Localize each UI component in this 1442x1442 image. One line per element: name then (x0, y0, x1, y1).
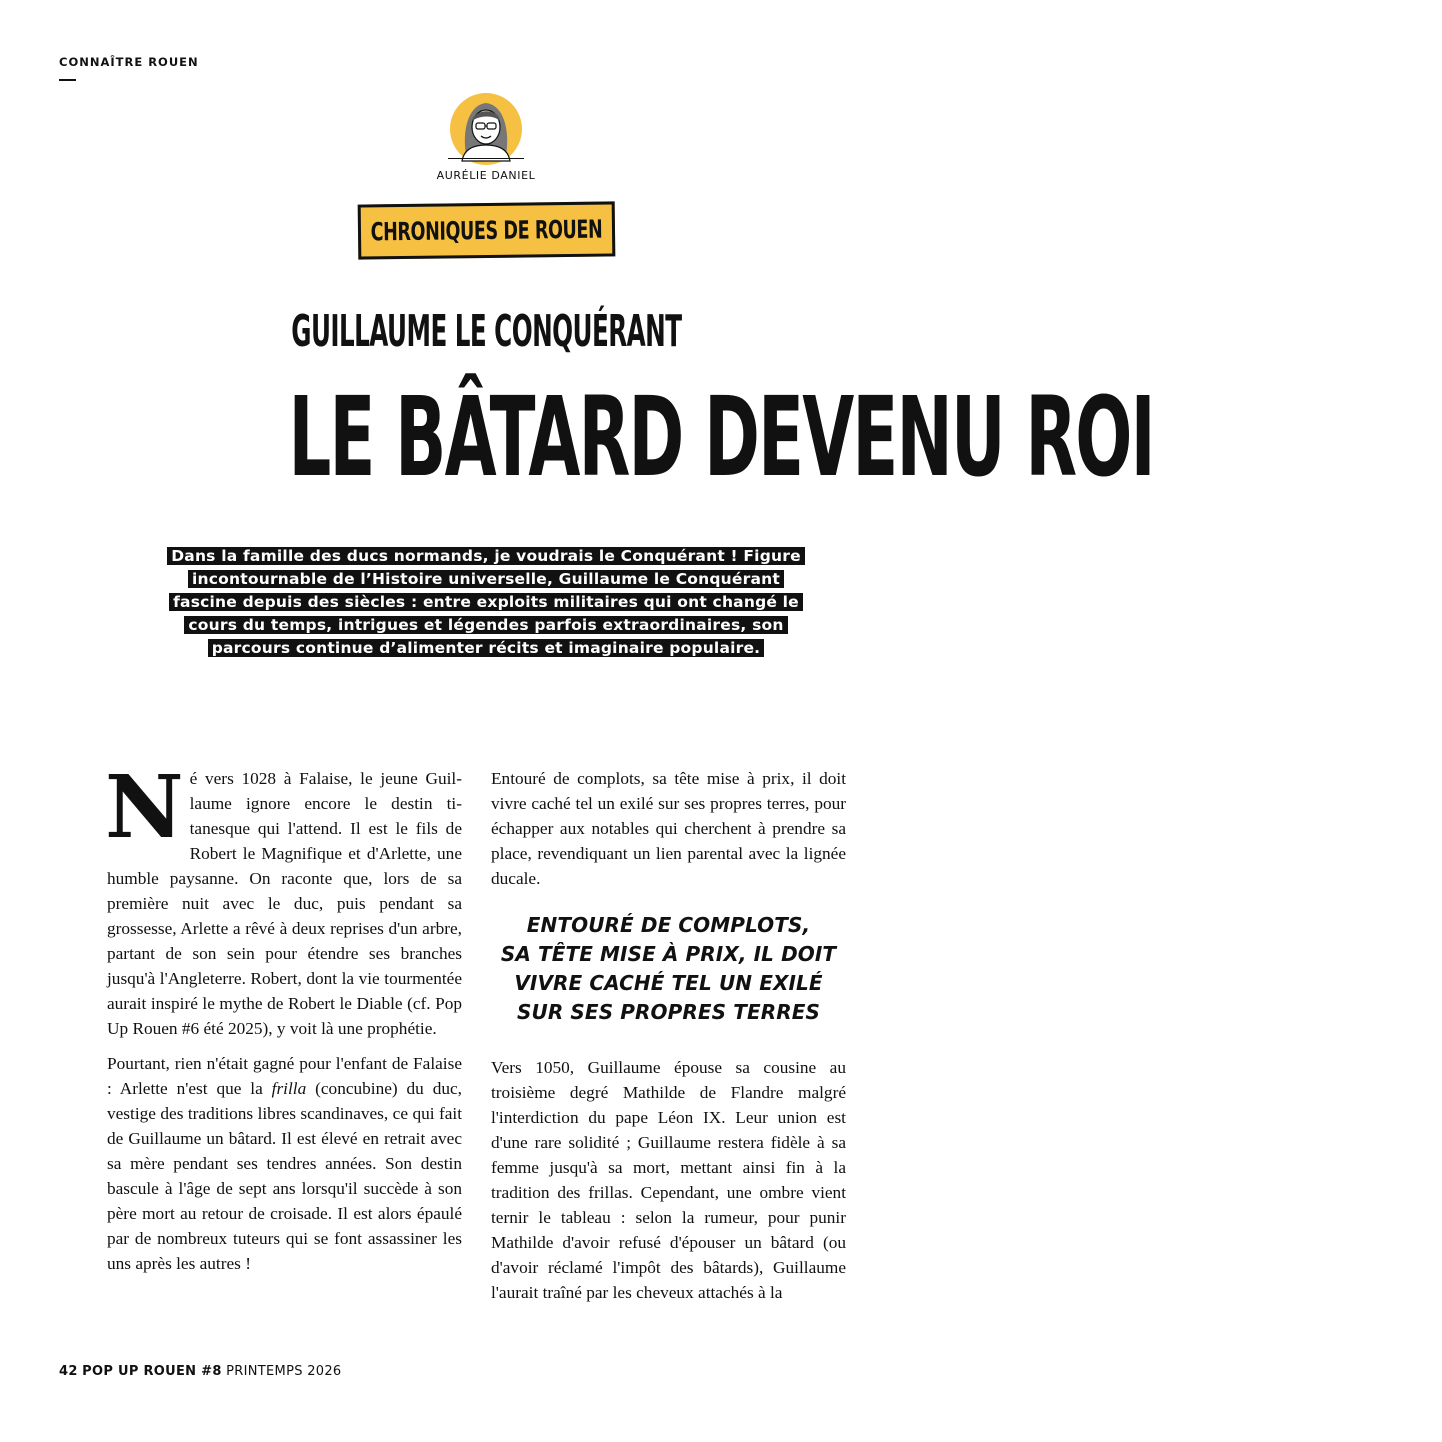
body-paragraph: Entouré de complots, sa tête mise à prix, il doit vivre caché tel un exilé sur ses propres terres, pour échapper aux notables qui cherchent à prendre sa place, revendiquant un lien parental avec la lignée ducale. (491, 769, 846, 888)
kicker-text: GUILLAUME LE CONQUÉRANT (290, 306, 682, 357)
article-headline (0, 374, 1154, 502)
author-avatar (448, 95, 524, 161)
headline-text: LE BÂTARD DEVENU ROI (288, 374, 1154, 502)
section-rule (59, 79, 76, 81)
issue-label: PRINTEMPS 2026 (226, 1364, 342, 1379)
magazine-name: POP UP ROUEN #8 (82, 1364, 222, 1379)
article-kicker (0, 306, 972, 357)
column-badge (358, 201, 616, 259)
pull-quote: ENTOURÉ DE COMPLOTS, SA TÊTE MISE À PRIX, IL DOIT VIVRE CACHÉ TEL UN EXILÉ SUR SES PROPRES TERRES (500, 913, 837, 1024)
author-name: AURÉLIE DANIEL (436, 169, 536, 182)
body-column-left (105, 757, 462, 1286)
body-paragraph: Pourtant, rien n'était gagné pour l'enfant de Falaise : Arlette n'est que la frilla (concubine) du duc, vestige des traditions libres scandinaves, ce qui fait de Guillaume un bâtard. Il est élevé en retrait avec sa mère pendant ses tendres années. Son destin bascule à l'âge de sept ans lorsqu'il succède à son père mort au retour de croisade. Il est alors épaulé par de nombreux tuteurs qui se font assassiner les uns après les autres ! (107, 1054, 462, 1273)
body-paragraph: Vers 1050, Guillaume épouse sa cousine au troisième degré Mathilde de Flandre malgré l'interdiction du pape Léon IX. Leur union est d'une rare solidité ; Guillaume restera fidèle à sa femme jusqu'à sa mort, mettant ainsi fin à la tradition des frillas. Cependant, une ombre vient ternir le tableau : selon la rumeur, pour punir Mathilde d'avoir refusé d'épouser un bâtard (ou d'avoir réclamé l'impôt des bâtards), Guillaume l'aurait traîné par les cheveux attachés à la (491, 1058, 846, 1302)
section-label: CONNAÎTRE ROUEN (59, 55, 199, 69)
page-footer (59, 1364, 341, 1379)
standfirst (160, 545, 812, 660)
italic-term: frilla (271, 1079, 307, 1098)
column-badge-label: CHRONIQUES DE ROUEN (370, 214, 603, 247)
standfirst-text: Dans la famille des ducs normands, je voudrais le Conquérant ! Figure incontournable de l’Histoire universelle, Guillaume le Conquérant fascine depuis des siècles : entre exploits militaires qui ont changé le cours du temps, intrigues et légendes parfois extraordinaires, son parcours continue d’alimenter récits et imaginaire populaire. (167, 547, 805, 657)
body-column-right (491, 766, 846, 1315)
paragraph-text: é vers 1028 à Falaise, le jeune Guillaume ignore encore le destin titanesque qui l'attend. Il est le fils de Robert le Magnifique et d'Arlette, une humble paysanne. On raconte que, lors de sa première nuit avec le duc, puis pendant sa grossesse, Arlette a rêvé à deux reprises d'un arbre, partant de son sein pour étendre ses branches jusqu'à l'Angleterre. Robert, dont la vie tourmentée aurait inspiré le mythe de Robert le Diable (cf. Pop Up Rouen #6 été 2025), y voit là une prophétie. (107, 769, 462, 1038)
page-number: 42 (59, 1364, 78, 1379)
drop-cap: N (105, 757, 184, 858)
body-paragraph (105, 757, 462, 1041)
